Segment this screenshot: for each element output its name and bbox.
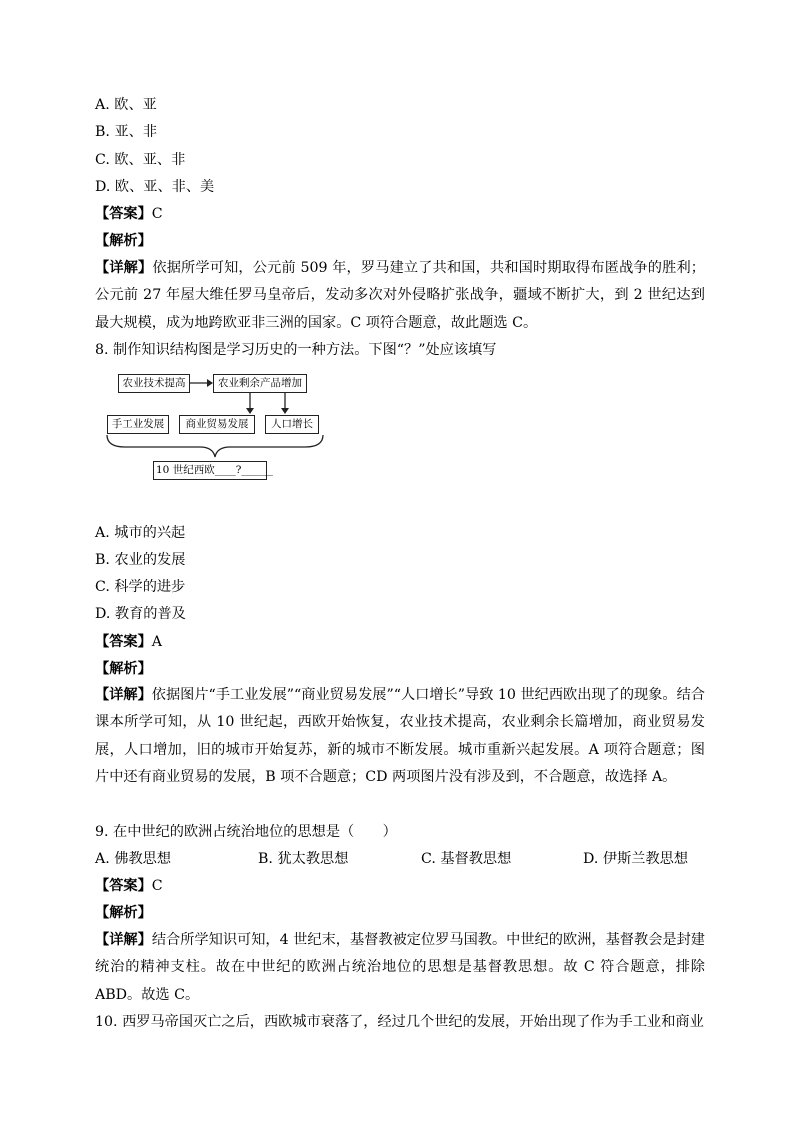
analysis-tag: 【解析】 xyxy=(95,905,152,921)
q9-analysis-tag xyxy=(95,903,152,923)
q9-detail xyxy=(95,927,705,1009)
detail-text: 依据图片“手工业发展”“商业贸易发展”“人口增长”导致 10 世纪西欧出现了的现象。结合课本所学可知，从 10 世纪起，西欧开始恢复，农业技术提高，农业剩余长篇增加，商业贸易发展，人口增加，旧的城市开始复苏，新的城市不断发展。城市重新兴起发展。A 项符合题意；图片中还有商业贸易的发展，B 项不合题意；CD 两项图片没有涉及到，不合题意，故选择 A。 xyxy=(95,687,705,785)
box-handicraft: 手工业发展 xyxy=(107,415,169,434)
box-result: 10 世纪西欧____?______ xyxy=(153,461,267,480)
answer-tag: 【答案】 xyxy=(95,878,152,894)
q9-option-c: C. 基督教思想 xyxy=(421,851,512,867)
q8-stem: 8. 制作知识结构图是学习历史的一种方法。下图“？”处应该填写 xyxy=(95,342,497,358)
q9-stem: 9. 在中世纪的欧洲占统治地位的思想是（ ） xyxy=(95,824,397,840)
analysis-tag: 【解析】 xyxy=(95,233,152,249)
q10-stem: 10. 西罗马帝国灭亡之后，西欧城市衰落了，经过几个世纪的发展，开始出现了作为手工业和商业 xyxy=(95,1014,704,1030)
q8-option-b: B. 农业的发展 xyxy=(95,552,186,568)
q7-option-b: B. 亚、非 xyxy=(95,124,158,140)
detail-text: 结合所学知识可知，4 世纪末，基督教被定位罗马国教。中世纪的欧洲，基督教会是封建统治的精神支柱。故在中世纪的欧洲占统治地位的思想是基督教思想。故 C 符合题意，排除 ABD。故选 C。 xyxy=(95,932,705,1003)
q9-option-d: D. 伊斯兰教思想 xyxy=(583,851,689,867)
answer-value: C xyxy=(151,878,163,894)
q8-detail xyxy=(95,682,705,791)
q7-answer xyxy=(95,204,163,224)
q7-option-d: D. 欧、亚、非、美 xyxy=(95,179,215,195)
analysis-tag: 【解析】 xyxy=(95,661,152,677)
q8-answer xyxy=(95,632,162,652)
q7-option-c: C. 欧、亚、非 xyxy=(95,152,186,168)
q8-option-a: A. 城市的兴起 xyxy=(95,525,186,541)
answer-value: A xyxy=(151,634,163,650)
q8-option-c: C. 科学的进步 xyxy=(95,579,186,595)
answer-tag: 【答案】 xyxy=(95,206,152,222)
q9-option-a: A. 佛教思想 xyxy=(95,851,172,867)
box-surplus: 农业剩余产品增加 xyxy=(213,374,307,393)
q7-option-a: A. 欧、亚 xyxy=(95,97,157,113)
detail-tag: 【详解】 xyxy=(95,687,152,703)
q9-option-b: B. 犹太教思想 xyxy=(258,851,349,867)
detail-text: 依据所学可知，公元前 509 年，罗马建立了共和国，共和国时期取得布匿战争的胜利；公元前 27 年屋大维任罗马皇帝后，发动多次对外侵略扩张战争，疆域不断扩大，到 2 世纪达到最大规模，成为地跨欧亚非三洲的国家。C 项符合题意，故此题选 C。 xyxy=(95,260,705,331)
q8-option-d: D. 教育的普及 xyxy=(95,606,186,622)
q7-analysis-tag xyxy=(95,231,152,251)
answer-value: C xyxy=(151,206,163,222)
q8-analysis-tag xyxy=(95,659,152,679)
box-population: 人口增长 xyxy=(265,415,319,434)
q9-options-row xyxy=(95,849,705,869)
q8-knowledge-diagram xyxy=(105,367,330,483)
box-trade: 商业贸易发展 xyxy=(179,415,255,434)
box-agri-tech: 农业技术提高 xyxy=(118,374,190,393)
q7-detail xyxy=(95,255,705,337)
q9-answer xyxy=(95,876,163,896)
detail-tag: 【详解】 xyxy=(95,260,153,276)
detail-tag: 【详解】 xyxy=(95,932,152,948)
answer-tag: 【答案】 xyxy=(95,634,152,650)
